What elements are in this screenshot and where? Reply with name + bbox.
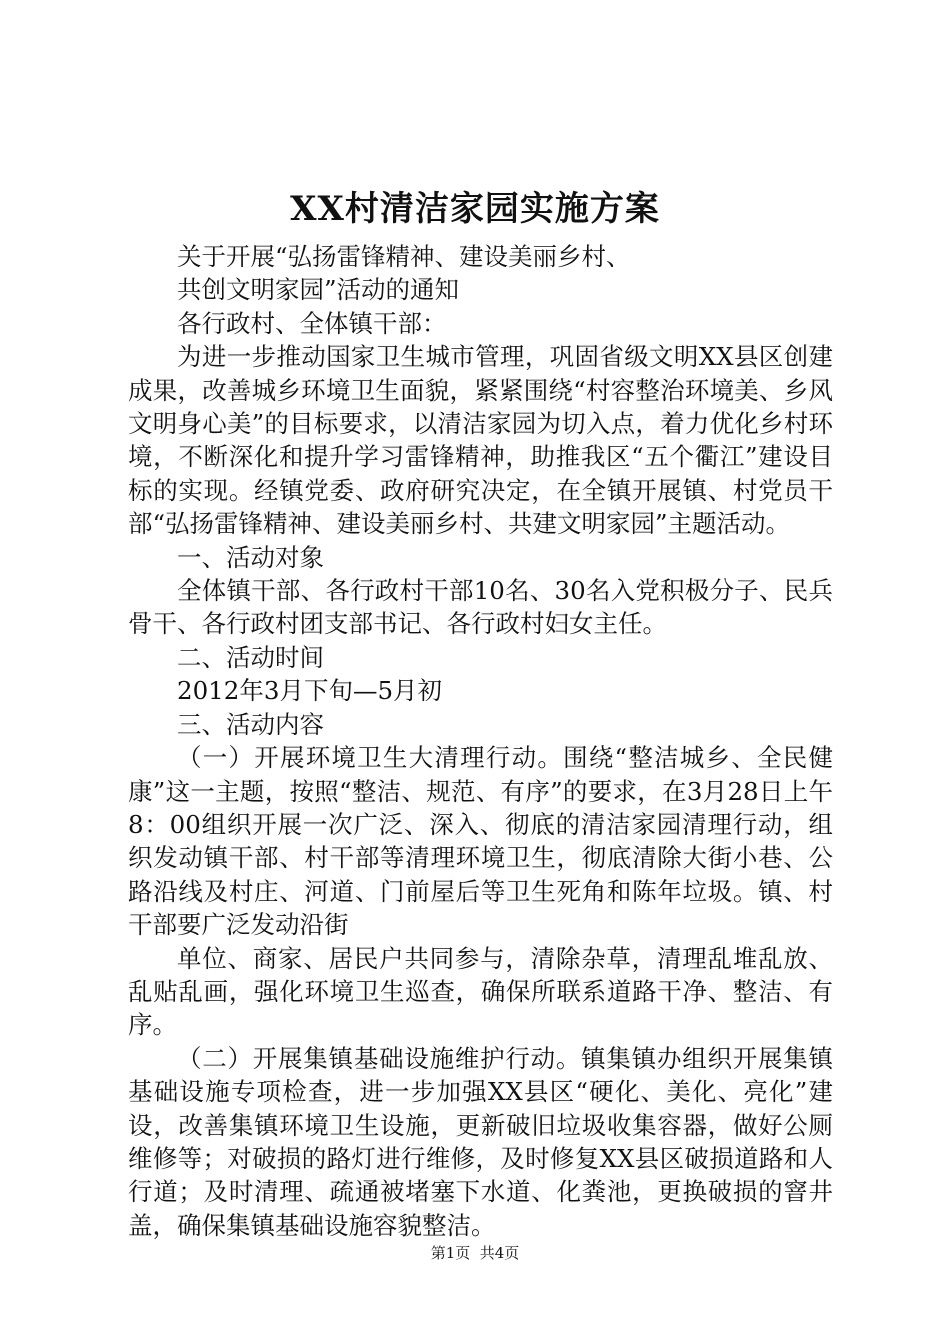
page-footer: 第1页 共4页 [430, 1244, 520, 1262]
section-heading-time: 二、活动时间 [177, 642, 324, 672]
content-item-1-continuation: 单位、商家、居民户共同参与，清除杂草，清理乱堆乱放、乱贴乱画，强化环境卫生巡查，确保所联系道路干净、整洁、有序。 [128, 943, 833, 1040]
content-item-1-paragraph: （一）开展环境卫生大清理行动。围绕“整洁城乡、全民健康”这一主题，按照“整洁、规范、有序”的要求，在3月28日上午8：00组织开展一次广泛、深入、彻底的清洁家园清理行动，组织发动镇干部、村干部等清理环境卫生，彻底清除大街小巷、公路沿线及村庄、河道、门前屋后等卫生死角和陈年垃圾。镇、村干部要广泛发动沿街 [128, 743, 833, 940]
notice-heading-line-1: 关于开展“弘扬雷锋精神、建设美丽乡村、 [177, 242, 631, 271]
intro-paragraph: 为进一步推动国家卫生城市管理，巩固省级文明XX县区创建成果，改善城乡环境卫生面貌，紧紧围绕“村容整治环境美、乡风文明身心美”的目标要求，以清洁家园为切入点，着力优化乡村环境，不断深化和提升学习雷锋精神，助推我区“五个衢江”建设目标的实现。经镇党委、政府研究决定，在全镇开展镇、村党员干部“弘扬雷锋精神、建设美丽乡村、共建文明家园”主题活动。 [128, 342, 833, 539]
notice-heading-line-2: 共创文明家园”活动的通知 [177, 275, 460, 305]
section-heading-content: 三、活动内容 [177, 709, 324, 739]
time-paragraph: 2012年3月下旬—5月初 [177, 676, 443, 706]
salutation: 各行政村、全体镇干部： [177, 308, 447, 338]
section-heading-targets: 一、活动对象 [177, 542, 324, 572]
targets-paragraph: 全体镇干部、各行政村干部10名、30名入党积极分子、民兵骨干、各行政村团支部书记、各行政村妇女主任。 [128, 576, 833, 639]
document-title: XX村清洁家园实施方案 [290, 189, 660, 229]
content-item-2-paragraph: （二）开展集镇基础设施维护行动。镇集镇办组织开展集镇基础设施专项检查，进一步加强XX县区“硬化、美化、亮化”建设，改善集镇环境卫生设施，更新破旧垃圾收集容器，做好公厕维修等；对破损的路灯进行维修，及时修复XX县区破损道路和人行道；及时清理、疏通被堵塞下水道、化粪池，更换破损的窨井盖，确保集镇基础设施容貌整洁。 [128, 1043, 833, 1240]
document-body [128, 240, 833, 1242]
